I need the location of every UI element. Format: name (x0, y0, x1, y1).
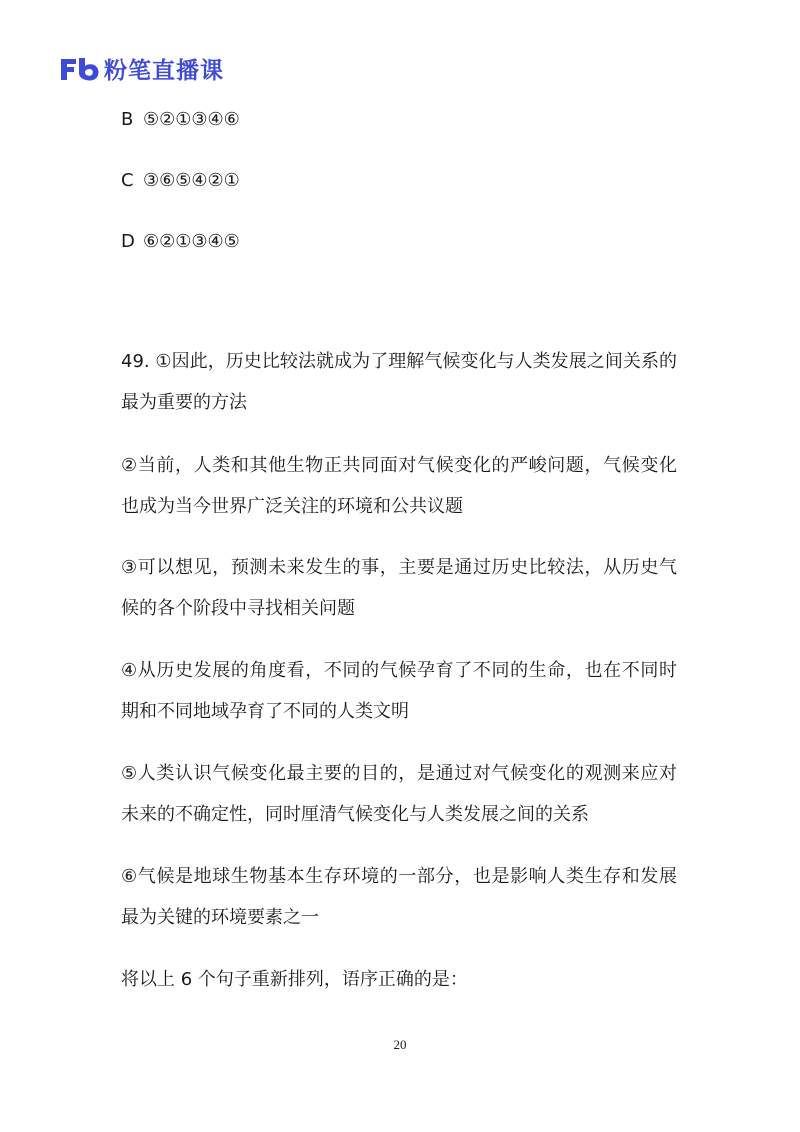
question-sentence-2: ②当前，人类和其他生物正共同面对气候变化的严峻问题，气候变化也成为当今世界广泛关注的环境和公共议题 (121, 455, 677, 517)
option-c (121, 169, 240, 193)
question-sentence-1: 49. ①因此，历史比较法就成为了理解气候变化与人类发展之间关系的最为重要的方法 (121, 351, 677, 413)
option-b (121, 108, 240, 132)
option-letter: B (121, 109, 134, 130)
option-letter: C (121, 170, 134, 191)
question-sentence-3: ③可以想见，预测未来发生的事，主要是通过历史比较法，从历史气候的各个阶段中寻找相关问题 (121, 557, 677, 619)
brand-name: 粉笔直播课 (104, 58, 224, 84)
page-number: 20 (393, 1037, 407, 1052)
option-text: ③⑥⑤④②① (143, 170, 240, 191)
question-prompt: 将以上 6 个句子重新排列，语序正确的是： (121, 969, 468, 990)
option-text: ⑥②①③④⑤ (143, 231, 240, 252)
option-text: ⑤②①③④⑥ (143, 109, 240, 130)
option-letter: D (121, 231, 135, 252)
question-sentence-6: ⑥气候是地球生物基本生存环境的一部分，也是影响人类生存和发展最为关键的环境要素之一 (121, 866, 677, 928)
question-sentence-5: ⑤人类认识气候变化最主要的目的，是通过对气候变化的观测来应对未来的不确定性，同时厘清气候变化与人类发展之间的关系 (121, 763, 677, 825)
header (58, 52, 224, 85)
fb-logo-icon (58, 54, 100, 84)
question-sentence-4: ④从历史发展的角度看，不同的气候孕育了不同的生命，也在不同时期和不同地域孕育了不同的人类文明 (121, 660, 677, 722)
option-d (121, 230, 240, 254)
